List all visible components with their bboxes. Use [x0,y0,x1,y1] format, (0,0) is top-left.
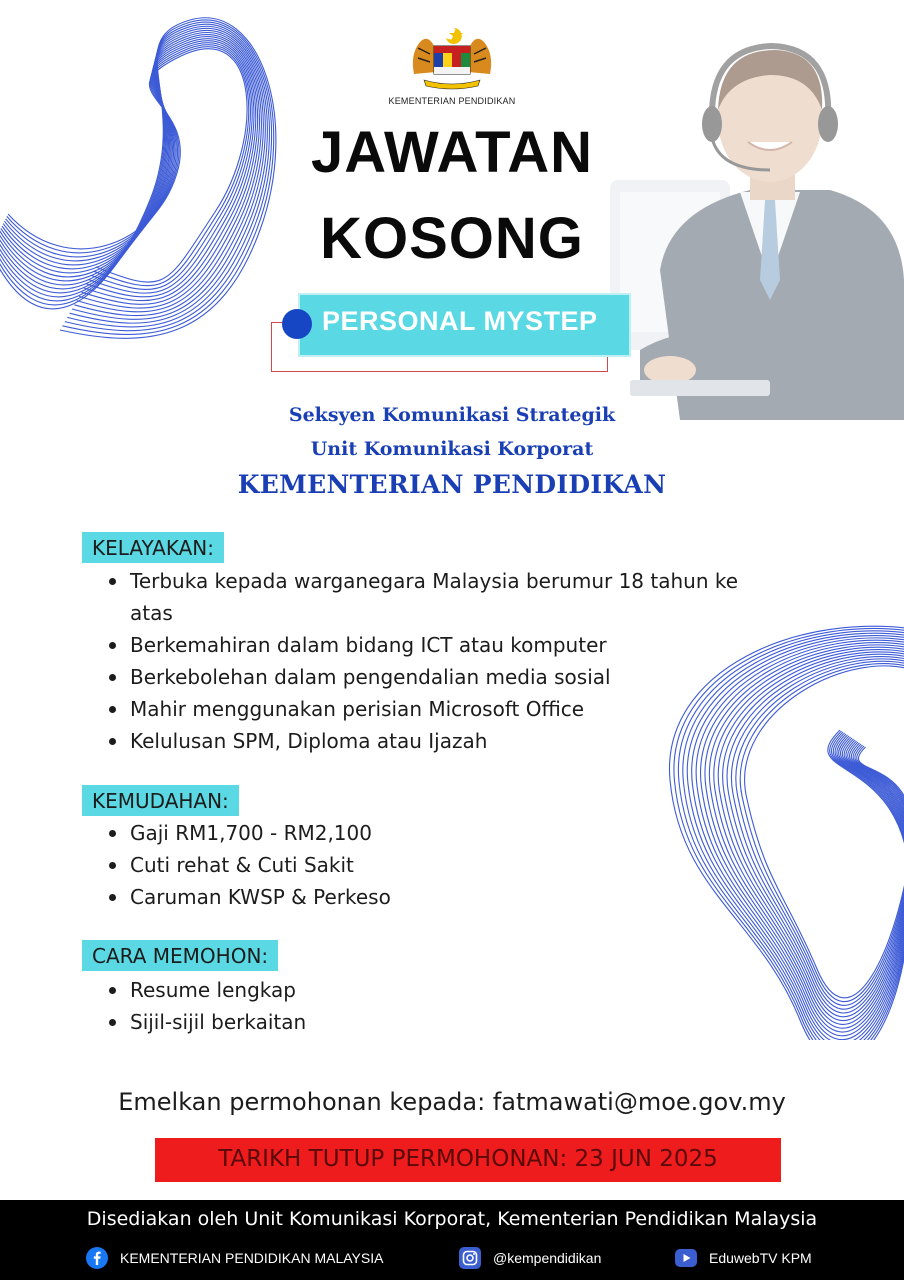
kelayakan-heading: KELAYAKAN: [82,532,224,563]
malaysia-coat-of-arms-logo [410,24,494,90]
social-facebook[interactable] [86,1247,383,1269]
list-item: Resume lengkap [106,974,606,1006]
social-instagram[interactable] [459,1247,601,1269]
list-item: Gaji RM1,700 - RM2,100 [106,817,606,849]
title-line-1: JAWATAN [311,120,593,185]
list-item: Kelulusan SPM, Diploma atau Ijazah [106,725,786,757]
list-item: Caruman KWSP & Perkeso [106,881,606,913]
kemudahan-list [106,817,606,913]
social-youtube[interactable] [675,1247,812,1269]
department-section: Seksyen Komunikasi Strategik [288,404,616,426]
cara-memohon-heading: CARA MEMOHON: [82,940,278,971]
list-item: Cuti rehat & Cuti Sakit [106,849,606,881]
department-unit: Unit Komunikasi Korporat [310,438,594,460]
title-line-2: KOSONG [320,206,584,271]
department-ministry: KEMENTERIAN PENDIDIKAN [237,470,667,499]
ministry-name-small: KEMENTERIAN PENDIDIKAN [388,96,516,106]
application-email-line: Emelkan permohonan kepada: fatmawati@moe.gov.my [118,1088,786,1116]
social-youtube-label: EduwebTV KPM [709,1250,812,1266]
instagram-icon [459,1247,481,1269]
list-item: Sijil-sijil berkaitan [106,1006,606,1038]
list-item: Berkebolehan dalam pengendalian media sosial [106,661,786,693]
social-facebook-label: KEMENTERIAN PENDIDIKAN MALAYSIA [120,1250,384,1266]
position-title: PERSONAL MYSTEP [322,306,598,336]
banner-dot-icon [282,309,312,339]
list-item: Berkemahiran dalam bidang ICT atau komputer [106,629,786,661]
kelayakan-list [106,565,786,757]
facebook-icon [86,1247,108,1269]
social-instagram-label: @kempendidikan [493,1250,602,1266]
deadline-text: TARIKH TUTUP PERMOHONAN: 23 JUN 2025 [218,1146,718,1172]
footer-prepared-by: Disediakan oleh Unit Komunikasi Korporat, Kementerian Pendidikan Malaysia [86,1208,818,1230]
list-item: Mahir menggunakan perisian Microsoft Office [106,693,786,725]
youtube-icon [675,1247,697,1269]
list-item: Terbuka kepada warganegara Malaysia berumur 18 tahun ke atas [106,565,786,629]
cara-memohon-list [106,974,606,1038]
kemudahan-heading: KEMUDAHAN: [82,785,239,816]
